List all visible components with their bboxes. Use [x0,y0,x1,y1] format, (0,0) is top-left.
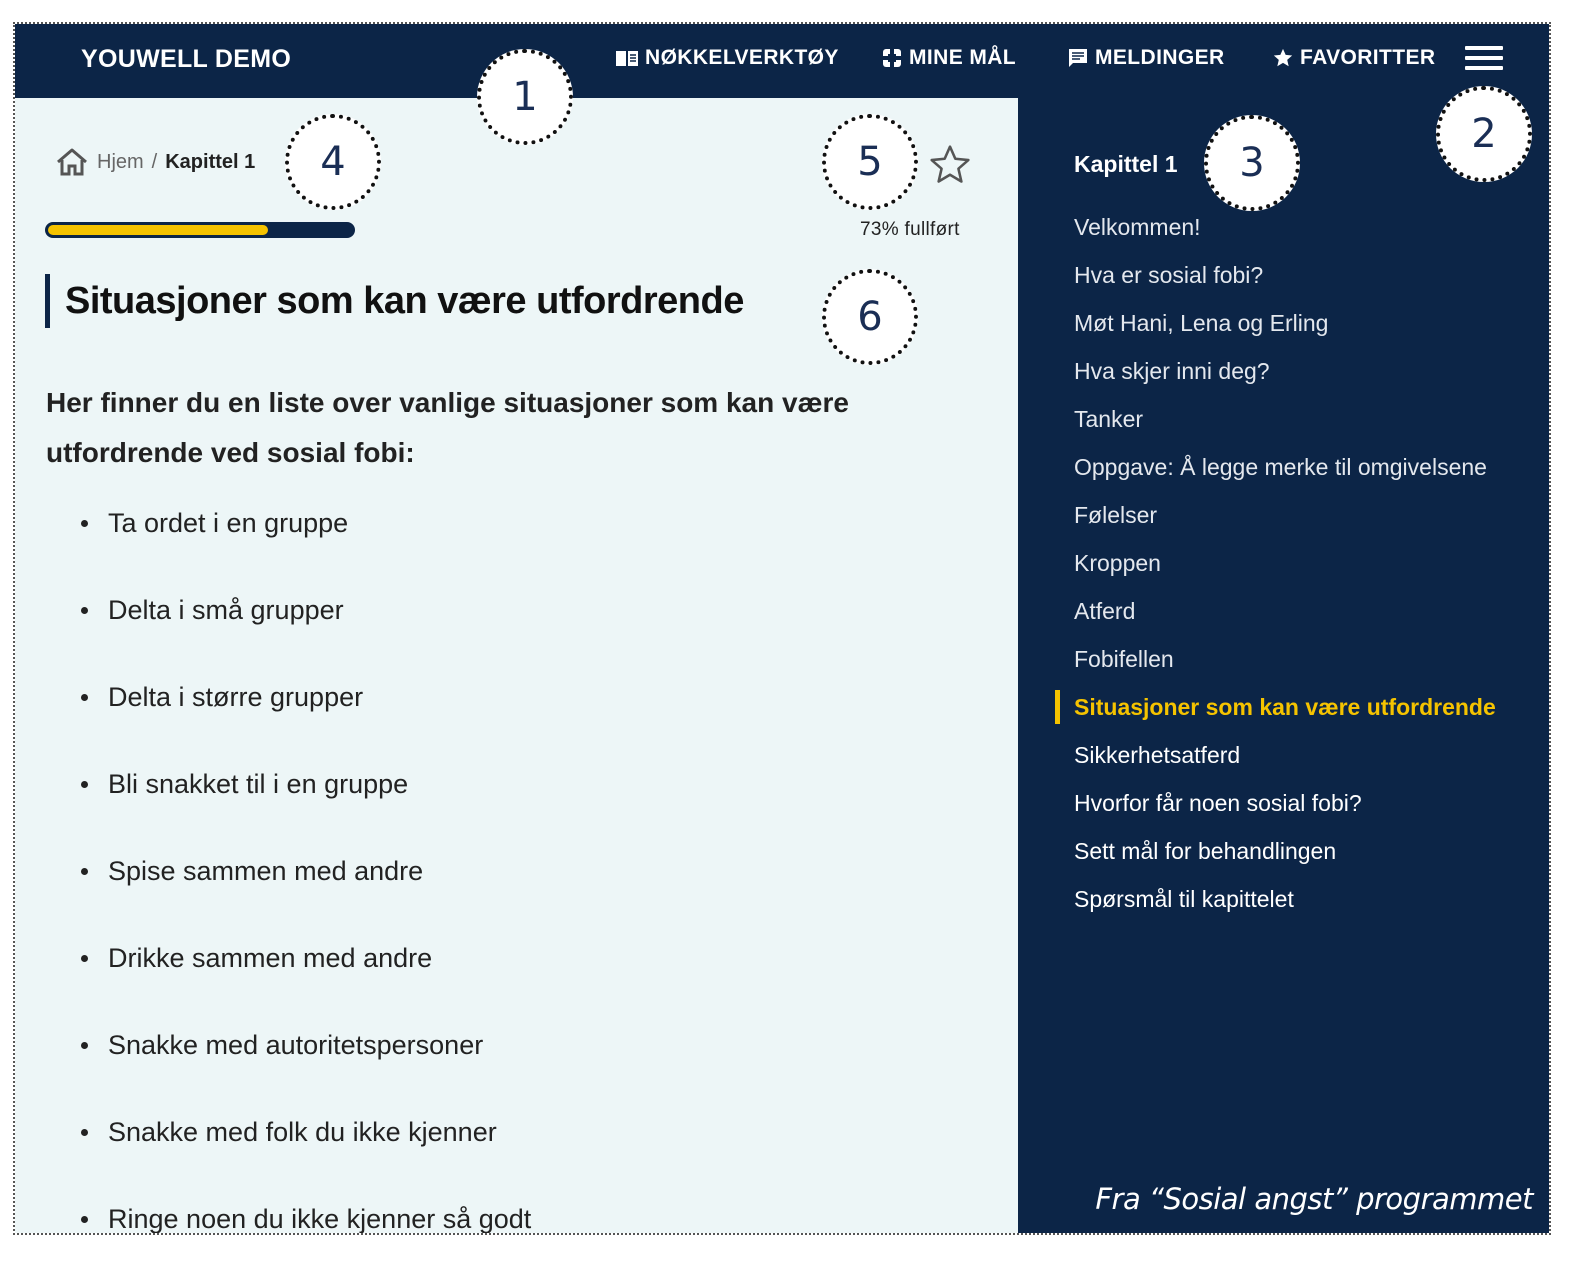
marker-3: 3 [1204,115,1300,211]
situation-list [77,498,531,1235]
top-navigation-bar [15,24,1551,98]
list-item: Ringe noen du ikke kjenner så godt [77,1194,531,1235]
marker-6: 6 [822,269,918,365]
sidebar-item[interactable]: Hvorfor får noen sosial fobi? [1074,790,1362,816]
message-icon [1067,47,1089,69]
intro-text: Her finner du en liste over vanlige situasjoner som kan være utfordrende ved sosial fobi: [46,387,849,468]
sidebar-item[interactable]: Hva er sosial fobi? [1074,262,1264,288]
nav-my-goals[interactable] [881,46,1016,70]
progress-label: 73% fullført [860,219,960,240]
marker-2: 2 [1436,86,1532,182]
list-item: Bli snakket til i en gruppe [77,759,531,846]
sidebar-item[interactable]: Møt Hani, Lena og Erling [1074,310,1329,336]
list-item: Ta ordet i en gruppe [77,498,531,585]
hamburger-menu-icon[interactable] [1465,46,1503,74]
nav-key-tools-label: NØKKELVERKTØY [645,46,839,69]
sidebar-item[interactable]: Hva skjer inni deg? [1074,358,1270,384]
favorite-star-icon[interactable] [928,143,972,187]
nav-my-goals-label: MINE MÅL [909,46,1017,69]
list-item: Drikke sammen med andre [77,933,531,1020]
progress-bar-fill [48,225,268,235]
sidebar-item[interactable]: Atferd [1074,598,1136,624]
list-item: Snakke med folk du ikke kjenner [77,1107,531,1194]
sidebar-item[interactable]: Sikkerhetsatferd [1074,742,1241,768]
progress-bar [45,222,355,238]
nav-favorites[interactable] [1272,46,1435,70]
nav-messages-label: MELDINGER [1095,46,1225,69]
chapter-toc [1074,210,1496,930]
list-item: Delta i små grupper [77,585,531,672]
marker-5: 5 [822,114,918,210]
marker-4: 4 [285,114,381,210]
nav-key-tools[interactable] [615,46,839,70]
screenshot-frame [13,22,1551,1235]
brand-title[interactable]: YOUWELL DEMO [81,45,292,73]
target-icon [881,47,903,69]
star-icon [1272,47,1294,69]
book-icon [615,48,639,68]
sidebar-item[interactable]: Fobifellen [1074,646,1174,672]
chapter-sidebar [1018,98,1551,1235]
sidebar-item[interactable]: Oppgave: Å legge merke til omgivelsene [1074,454,1487,480]
sidebar-item[interactable]: Situasjoner som kan være utfordrende [1074,690,1496,738]
sidebar-item[interactable]: Kroppen [1074,550,1161,576]
nav-favorites-label: FAVORITTER [1300,46,1436,69]
page-title: Situasjoner som kan være utfordrende [45,274,744,328]
marker-1: 1 [477,49,573,145]
sidebar-item[interactable]: Sett mål for behandlingen [1074,838,1337,864]
breadcrumb-separator: / [151,150,158,173]
sidebar-item[interactable]: Velkommen! [1074,214,1201,240]
list-item: Snakke med autoritetspersoner [77,1020,531,1107]
nav-messages[interactable] [1067,46,1225,70]
home-icon[interactable] [55,147,89,177]
sidebar-item[interactable]: Tanker [1074,406,1144,432]
list-item: Delta i større grupper [77,672,531,759]
breadcrumb-current: Kapittel 1 [165,150,256,173]
list-item: Spise sammen med andre [77,846,531,933]
breadcrumb [55,147,255,177]
sidebar-item[interactable]: Spørsmål til kapittelet [1074,886,1294,912]
breadcrumb-home[interactable]: Hjem [97,150,144,173]
chapter-title[interactable]: Kapittel 1 [1074,151,1178,177]
program-credit: Fra “Sosial angst” programmet [1095,1182,1533,1216]
sidebar-item[interactable]: Følelser [1074,502,1158,528]
